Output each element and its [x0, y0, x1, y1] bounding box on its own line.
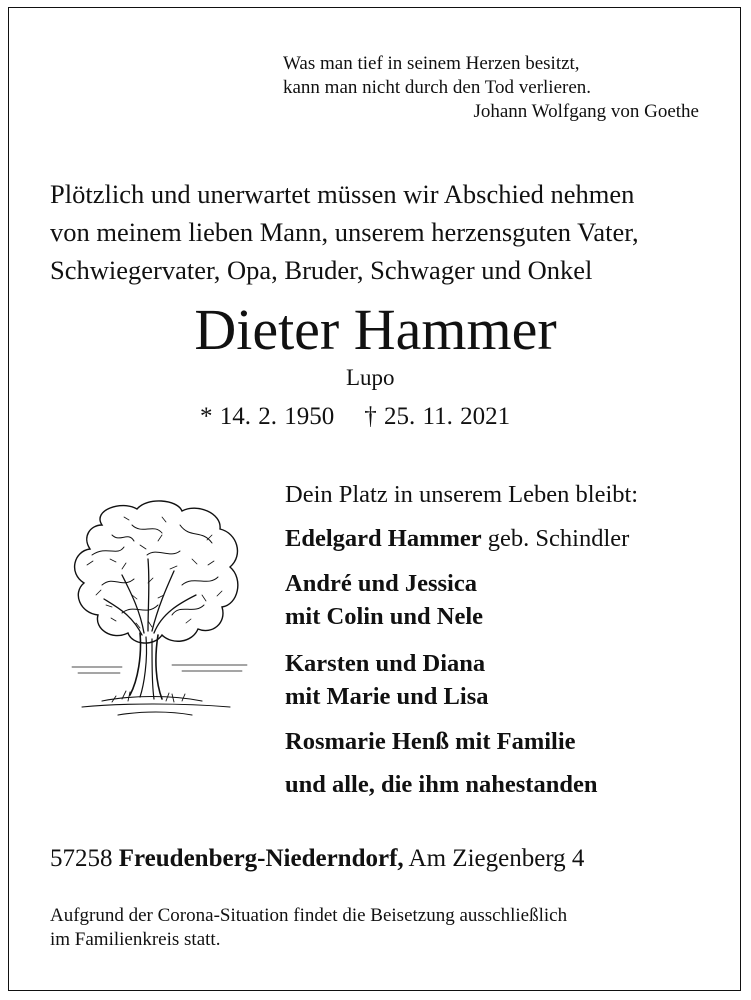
deceased-nickname: Lupo: [346, 365, 395, 390]
burial-notice: [50, 904, 710, 952]
address-town: Freudenberg-Niederndorf,: [118, 845, 404, 872]
notice-line-1: Aufgrund der Corona-Situation findet die Beisetzung ausschließlich: [50, 905, 568, 926]
spouse-line: [285, 522, 629, 556]
quote-line-1: Was man tief in seinem Herzen besitzt,: [283, 53, 580, 74]
family-group-3: Rosmarie Henß mit Familie: [285, 728, 576, 755]
address-zip: 57258: [50, 845, 113, 872]
family-group-1-line-1: André und Jessica: [285, 570, 477, 597]
intro-line-1: Plötzlich und unerwartet müssen wir Abschied nehmen: [50, 179, 635, 209]
intro-text: [50, 175, 710, 289]
intro-line-3: Schwiegervater, Opa, Bruder, Schwager und Onkel: [50, 255, 593, 285]
family-group-1-line-2: mit Colin und Nele: [285, 603, 484, 630]
intro-line-2: von meinem lieben Mann, unserem herzensguten Vater,: [50, 217, 639, 247]
family-group-2-line-1: Karsten und Diana: [285, 650, 486, 677]
tree-icon: [62, 495, 250, 727]
life-dates: [200, 401, 510, 433]
notice-line-2: im Familienkreis statt.: [50, 929, 221, 950]
goethe-quote: [283, 52, 703, 124]
address: [50, 843, 584, 875]
family-closing: und alle, die ihm nahestanden: [285, 771, 598, 798]
family-group-2-line-2: mit Marie und Lisa: [285, 683, 489, 710]
deceased-name: Dieter Hammer: [194, 297, 557, 362]
birth-date: * 14. 2. 1950: [200, 403, 335, 430]
spouse-name: Edelgard Hammer: [285, 525, 482, 552]
quote-line-2: kann man nicht durch den Tod verlieren.: [283, 77, 592, 98]
family-heading: Dein Platz in unserem Leben bleibt:: [285, 481, 639, 508]
address-street: Am Ziegenberg 4: [408, 845, 585, 872]
death-date: † 25. 11. 2021: [364, 403, 511, 430]
spouse-maiden-name: geb. Schindler: [487, 525, 630, 552]
quote-author: Johann Wolfgang von Goethe: [473, 101, 699, 122]
